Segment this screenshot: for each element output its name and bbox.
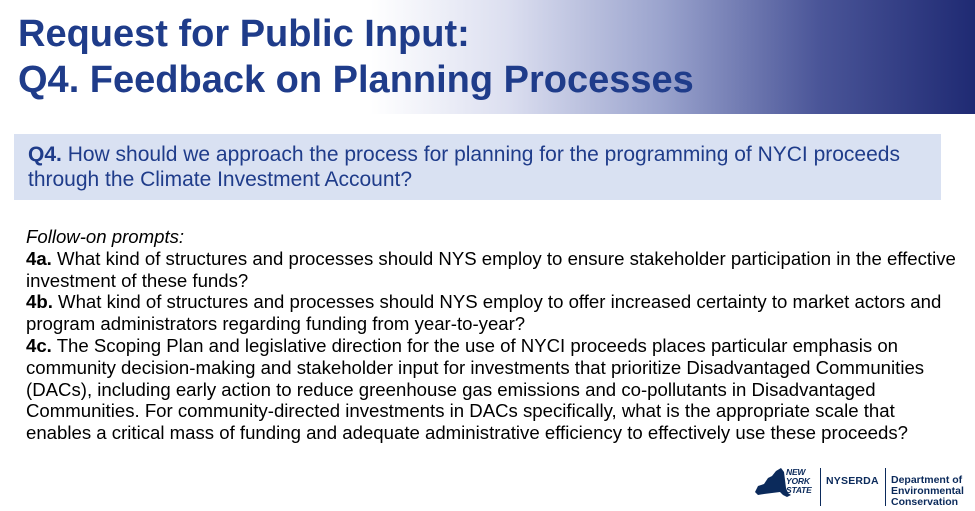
prompt-label: 4a. xyxy=(26,247,52,269)
logo-divider xyxy=(820,468,821,506)
dec-logo-line: Conservation xyxy=(891,496,959,508)
nyserda-logo: NYSERDA xyxy=(826,475,879,487)
prompt-4c xyxy=(26,335,961,444)
slide-title-line-2: Q4. Feedback on Planning Processes xyxy=(18,59,694,101)
agency-logos xyxy=(752,462,975,511)
prompt-text: The Scoping Plan and legislative direction for the use of NYCI proceeds places particular emphasis on community decision-making and stakeholder input for investments that prioritize Disadvantaged Communities (DACs), including early action to reduce greenhouse gas emissions and co-pollutants in Disadvantaged Communities. For community-directed investments in DACs specifically, what is the appropriate scale that enables a critical mass of funding and adequate administrative efficiency to effectively use these proceeds? xyxy=(26,334,925,444)
follow-on-prompts xyxy=(26,226,961,444)
logo-divider xyxy=(885,468,886,506)
dec-logo xyxy=(891,475,964,508)
question-box xyxy=(14,134,941,200)
ny-wordmark-line: NEW xyxy=(786,467,806,477)
prompt-text: What kind of structures and processes should NYS employ to ensure stakeholder participation in the effective investment of these funds? xyxy=(26,247,956,291)
ny-wordmark-line: STATE xyxy=(786,485,812,495)
dec-logo-line: Department of xyxy=(891,474,963,486)
slide-title-line-1: Request for Public Input: xyxy=(18,13,470,55)
ny-wordmark-line: YORK xyxy=(786,476,810,486)
prompt-label: 4b. xyxy=(26,291,53,313)
slide-header xyxy=(0,0,975,114)
prompt-text: What kind of structures and processes should NYS employ to offer increased certainty to market actors and program administrators regarding funding from year-to-year? xyxy=(26,291,942,335)
question-text: How should we approach the process for planning for the programming of NYCI proceeds through the Climate Investment Account? xyxy=(28,143,900,191)
dec-logo-line: Environmental xyxy=(891,485,964,497)
prompts-intro: Follow-on prompts: xyxy=(26,226,185,247)
prompt-4b xyxy=(26,291,961,335)
question-label: Q4. xyxy=(28,143,62,166)
new-york-state-wordmark xyxy=(786,468,812,495)
prompt-label: 4c. xyxy=(26,334,52,356)
prompt-4a xyxy=(26,248,961,292)
